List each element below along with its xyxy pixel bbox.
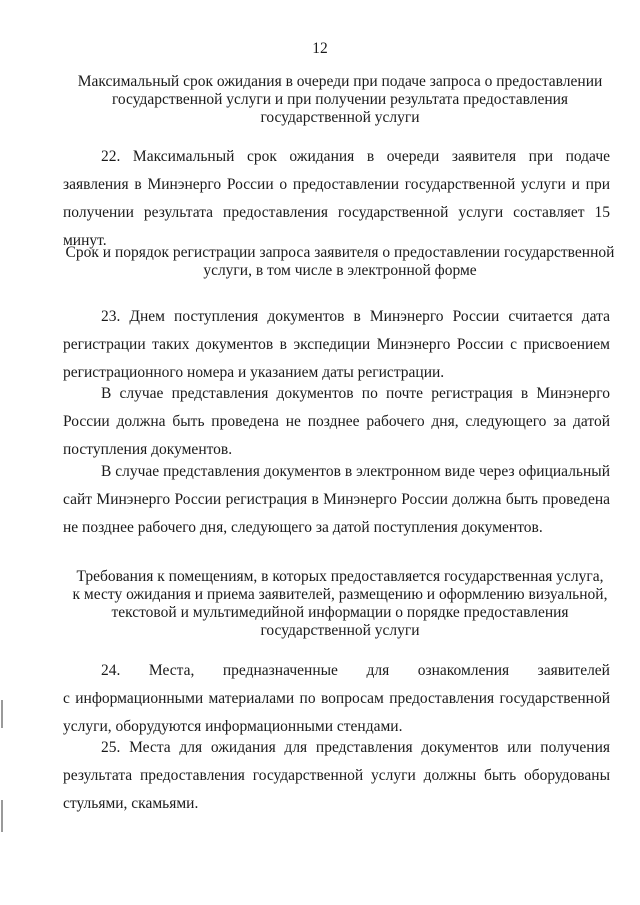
scan-edge-mark [1,800,3,832]
heading-line: Максимальный срок ожидания в очереди при подаче запроса о предоставлении [77,73,603,90]
section-heading-registration [60,244,620,280]
paragraph-23: 23. Днем поступления документов в Минэнерго России считается дата регистрации таких документов в экспедиции Минэнерго России с присвоением регистрационного номера и указанием даты регистрации. [63,308,610,381]
page-number: 12 [312,40,328,57]
heading-line: Срок и порядок регистрации запроса заявителя о предоставлении государственной [65,244,615,261]
heading-line: государственной услуги [260,622,420,639]
paragraph-24-first-line [63,657,610,685]
heading-line: к месту ожидания и приема заявителей, размещению и оформлению визуальной, [72,586,608,603]
heading-line: услуги, в том числе в электронной форме [203,262,477,279]
word: Места, [148,662,195,679]
word: ознакомления [417,662,510,679]
heading-line: текстовой и мультимедийной информации о порядке предоставления [111,604,569,621]
word: заявителей [537,662,610,679]
paragraph-22: 22. Максимальный срок ожидания в очереди заявителя при подаче заявления в Минэнерго России о предоставлении государственной услуги и при получении результата предоставления государственной услуги составляет 15 минут. [63,148,610,249]
paragraph-24-rest: с информационными материалами по вопросам предоставления государственной услуги, оборудуются информационными стендами. [63,690,610,735]
paragraph-mail-registration: В случае представления документов по почте регистрация в Минэнерго России должна быть проведена не позднее рабочего дня, следующего за датой поступления документов. [63,385,610,458]
heading-line: государственной услуги [260,109,420,126]
heading-line: Требования к помещениям, в которых предоставляется государственная услуга, [76,568,604,585]
section-heading-waiting-time [60,73,620,127]
paragraph-25: 25. Места для ожидания для представления документов или получения результата предоставления государственной услуги должны быть оборудованы стульями, скамьями. [63,739,610,812]
scan-edge-mark [1,700,3,728]
word: предназначенные [222,662,338,679]
word: 24. [101,662,121,679]
section-heading-premises-requirements [60,568,620,640]
heading-line: государственной услуги и при получении результата предоставления [111,91,569,108]
paragraph-electronic-registration: В случае представления документов в электронном виде через официальный сайт Минэнерго России регистрация в Минэнерго России должна быть проведена не позднее рабочего дня, следующего за датой поступления документов. [63,463,610,536]
word: для [366,662,390,679]
